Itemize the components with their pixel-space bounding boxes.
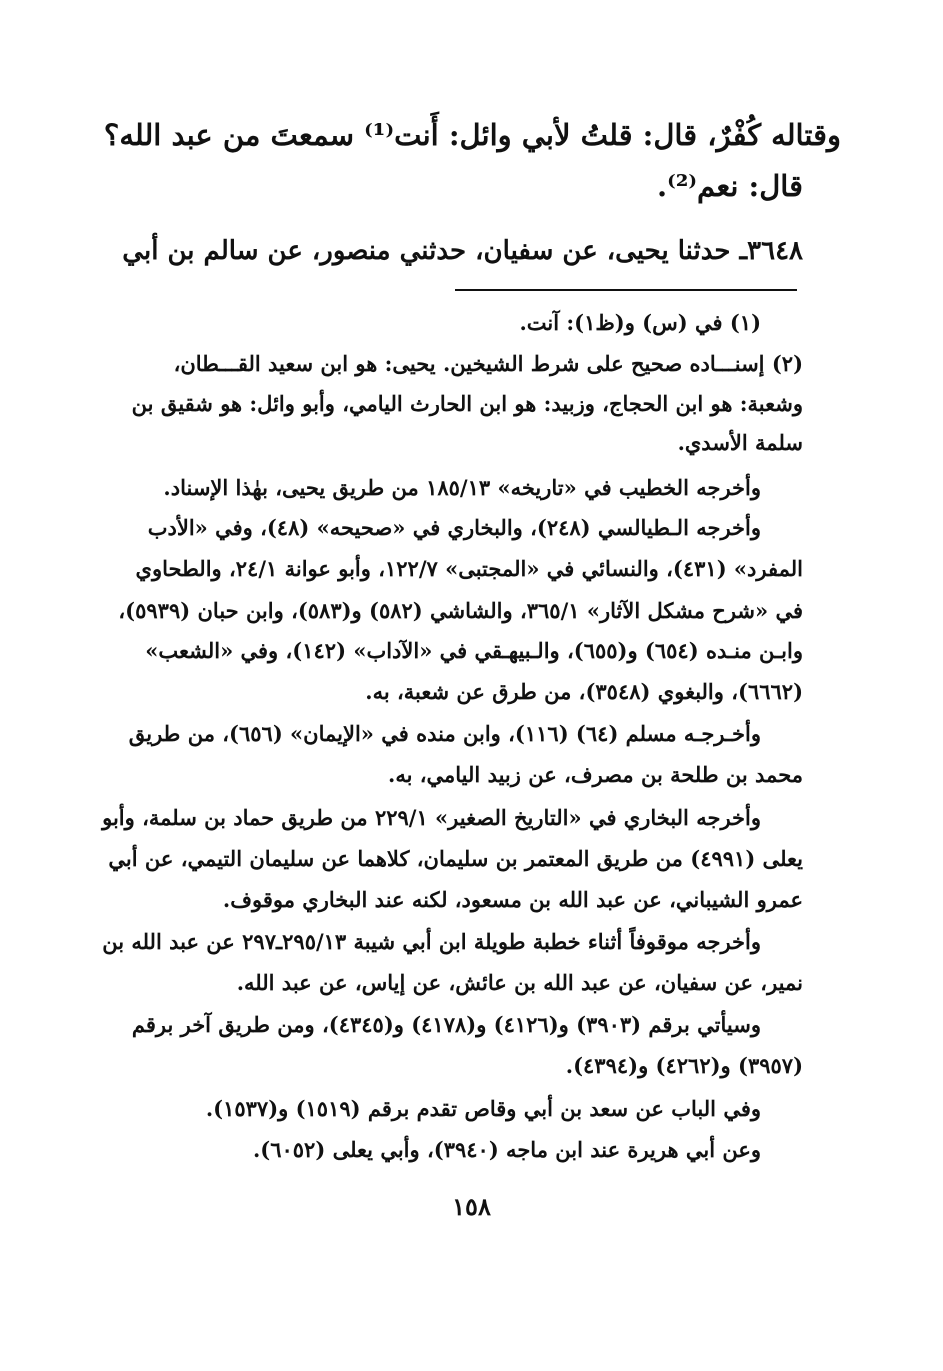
footnote-line: في «شرح مشكل الآثار» ٣٦٥/١، والشاشي (٥٨٢) و(٥٨٣)، وابن حبان (٥٩٣٩)، — [118, 598, 803, 623]
footnote-separator — [455, 289, 797, 291]
footnote-line: وفي الباب عن سعد بن أبي وقاص تقدم برقم (١٥١٩) و(١٥٣٧). — [205, 1096, 761, 1121]
footnote-line: وعن أبي هريرة عند ابن ماجه (٣٩٤٠)، وأبي يعلى (٦٠٥٢). — [252, 1137, 761, 1162]
footnote-line: وأخرجه الخطيب في «تاريخه» ١٨٥/١٣ من طريق يحيى، بهٰذا الإسناد. — [163, 475, 761, 500]
footnote-line: يعلى (٤٩٩١) من طريق المعتمر بن سليمان، كلاهما عن سليمان التيمي، عن أبي — [108, 846, 803, 871]
footnote-line: (٦٦٦٢)، والبغوي (٣٥٤٨)، من طرق عن شعبة، به. — [365, 679, 803, 704]
footnote-line: وأخـرجـه مسلم (٦٤) (١١٦)، وابن منده في «الإيمان» (٦٥٦)، من طريق — [128, 721, 761, 746]
footnote-line: وأخرجه الـطيالسي (٢٤٨)، والبخاري في «صحيحه» (٤٨)، وفي «الأدب — [147, 515, 761, 540]
footnote-line: عمرو الشيباني، عن عبد الله بن مسعود، لكنه عند البخاري موقوف. — [222, 887, 803, 912]
hadith-3648-line-1: ٣٦٤٨ـ حدثنا يحيى، عن سفيان، حدثني منصور، عن سالم بن أبي — [122, 236, 803, 266]
footnote-line: وأخرجه البخاري في «التاريخ الصغير» ٢٢٩/١ من طريق حماد بن سلمة، وأبو — [102, 805, 761, 830]
footnote-line: وابـن منـده (٦٥٤) و(٦٥٥)، والـبيهـقي في «الآداب» (١٤٢)، وفي «الشعب» — [145, 638, 803, 663]
footnote-line: نمير، عن سفيان، عن عبد الله بن عائش، عن إياس، عن عبد الله. — [236, 970, 803, 995]
footnote-line: محمد بن طلحة بن مصرف، عن زبيد اليامي، به. — [388, 762, 803, 787]
page-number: ١٥٨ — [452, 1192, 491, 1221]
footnote-line: وأخرجه موقوفاً أثناء خطبة طويلة ابن أبي شيبة ٢٩٥/١٣ـ٢٩٧ عن عبد الله بن — [102, 929, 761, 954]
footnote-line: وسيأتي برقم (٣٩٠٣) و(٤١٢٦) و(٤١٧٨) و(٤٣٤٥)، ومن طريق آخر برقم — [131, 1012, 761, 1037]
footnote-line: (٣٩٥٧) و(٤٢٦٢) و(٤٣٩٤). — [565, 1053, 803, 1078]
main-text-line-1: وقتاله كُفْرٌ، قال: قلتُ لأبي وائل: أَنت⁽¹⁾ سمعتَ من عبد الله؟ — [103, 118, 841, 152]
footnote-line: (١) في (س) و(ظ١): آنت. — [519, 310, 761, 335]
footnote-line: (٢) إسنـــاده صحيح على شرط الشيخين. يحيى: هو ابن سعيد القـــطان، — [173, 351, 803, 376]
footnote-line: المفرد» (٤٣١)، والنسائي في «المجتبى» ١٢٢/٧، وأبو عوانة ٢٤/١، والطحاوي — [135, 556, 803, 581]
footnote-line: سلمة الأسدي. — [677, 430, 803, 455]
main-text-line-2: قال: نعم⁽²⁾. — [656, 169, 803, 203]
footnote-line: وشعبة: هو ابن الحجاج، وزبيد: هو ابن الحارث اليامي، وأبو وائل: هو شقيق بن — [131, 391, 803, 416]
